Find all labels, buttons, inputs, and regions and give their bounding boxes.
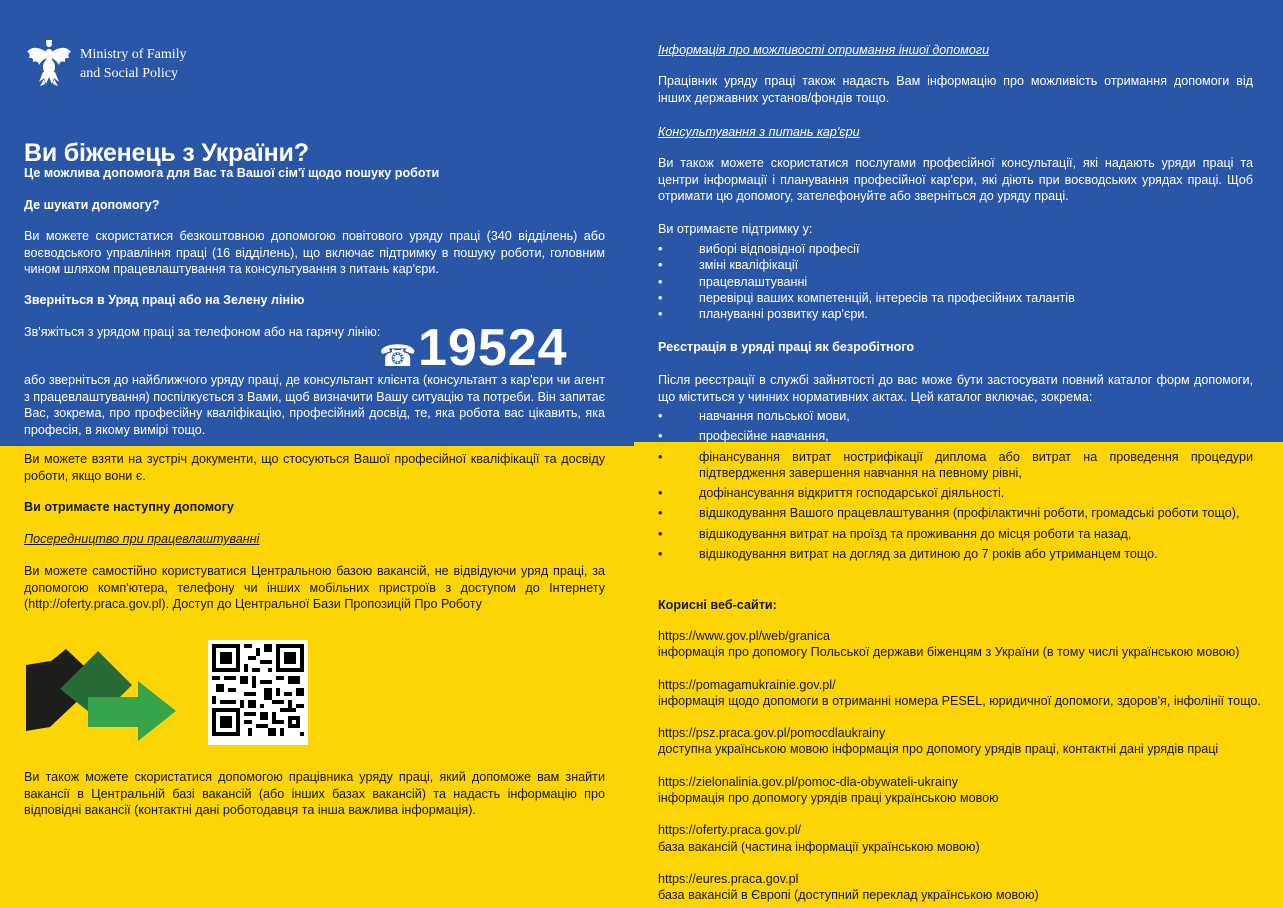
- list-item-text: професійне навчання,: [699, 429, 829, 444]
- list-item: [658, 449, 1253, 482]
- list-item: [658, 485, 1253, 501]
- phone-icon: ☎: [379, 340, 417, 373]
- bullet: •: [658, 274, 663, 289]
- website-link[interactable]: https://psz.praca.gov.pl/pomocdlaukrainy: [658, 726, 886, 741]
- bullet: •: [658, 258, 663, 273]
- other-help-heading[interactable]: Інформація про можливості отримання іншої допомоги: [658, 43, 990, 57]
- ministry-logo: [25, 38, 73, 93]
- bullet: •: [658, 307, 663, 322]
- list-item-text: фінансування витрат нострифікації диплома або витрат на проведення процедури підтвердження завершення навчання на певному рівні,: [699, 449, 1253, 480]
- list-item: [658, 526, 1253, 542]
- list-item-text: відшкодування витрат на проїзд та проживання до місця роботи та назад,: [699, 526, 1132, 541]
- list-item-text: виборі відповідної професії: [699, 242, 860, 256]
- arrows-logo: [26, 645, 178, 748]
- where-text: Ви можете скористатися безкоштовною допомогою повітового уряду праці (340 відділень) або воєводського управління праці (16 відділень), що включає підтримку в пошуку роботи, головним чином шляхом працевлаштування та консультування з питань кар'єри.: [24, 229, 605, 276]
- website-link[interactable]: https://oferty.praca.gov.pl/: [658, 823, 802, 838]
- mediation-heading[interactable]: Посередництво при працевлаштуванні: [24, 532, 260, 546]
- websites-heading: Корисні веб-сайти:: [658, 598, 777, 612]
- contact-heading: Зверніться в Уряд праці або на Зелену лінію: [24, 293, 305, 307]
- website-entry: [658, 774, 1268, 807]
- hotline-number[interactable]: 19524: [418, 319, 568, 377]
- ministry-line-1: Ministry of Family: [80, 47, 187, 62]
- bullet: •: [658, 547, 663, 562]
- documents-text: Ви можете взяти на зустріч документи, що стосуються Вашої професійної кваліфікації та досвіду роботи, якщо вони є.: [24, 452, 605, 483]
- bullet: •: [658, 409, 663, 423]
- website-entry: [658, 871, 1268, 904]
- website-entry: [658, 628, 1268, 661]
- list-item: [658, 546, 1253, 562]
- list-item-text: перевірці ваших компетенцій, інтересів та професійних талантів: [699, 290, 1075, 305]
- website-description: база вакансій (частина інформації українською мовою): [658, 839, 980, 854]
- bullet: •: [658, 290, 663, 305]
- website-description: інформація про допомогу Польської держави біженцям з України (в тому числі українською мовою): [658, 645, 1240, 660]
- registration-heading: Реєстрація в уряді праці як безробітного: [658, 340, 915, 354]
- list-item: [658, 505, 1253, 521]
- bullet: •: [658, 429, 663, 444]
- ministry-line-2: and Social Policy: [80, 66, 178, 81]
- website-entry: [658, 677, 1268, 710]
- office-text: або зверніться до найближчого уряду праці, де консультант клієнта (консультант з кар'єри чи агент з працевлаштування) поспілкується з Вами, щоб визначити Вашу ситуацію та потреби. Він запитає Вас, зокрема, про професійну кваліфікацію, професійний досвід, те, яка робота вас цікавить, яка професія, в якому вимірі тощо.: [24, 373, 605, 437]
- contact-text: Зв'яжіться з урядом праці за телефоном або на гарячу лінію:: [24, 325, 381, 339]
- page-subtitle: Це можлива допомога для Вас та Вашої сім'ї щодо пошуку роботи: [24, 166, 440, 180]
- list-item-text: плануванні розвитку кар'єри.: [699, 307, 868, 322]
- worker-text: Ви також можете скористатися допомогою працівника уряду праці, який допоможе вам знайти вакансії в Центральній базі вакансій (або інших базах вакансій) та надасть інформацію про відповідні вакансії (контактні дані роботодавця та інша важлива інформація).: [24, 770, 605, 817]
- catalog-list: [658, 408, 1253, 562]
- website-entry: [658, 822, 1268, 855]
- polish-eagle-icon: [25, 38, 73, 88]
- mediation-text: Ви можете самостійно користуватися Центральною базою вакансій, не відвідуючи уряд праці, за допомогою комп'ютера, телефону чи інших мобільних пристроїв з доступом до Інтернету (http://oferty.praca.gov.pl). Доступ до Центральної Бази Пропозицій Про Роботу: [24, 564, 605, 611]
- websites-list: [658, 628, 1268, 904]
- registration-text: Після реєстрації в службі зайнятості до вас може бути застосувати повний каталог форм допомоги, що міститься у чинних нормативних актах. Цей каталог включає, зокрема:: [658, 373, 1253, 404]
- website-description: доступна українською мовою інформація про допомогу урядів праці, контактні дані урядів праці: [658, 742, 1219, 757]
- where-heading: Де шукати допомогу?: [24, 198, 160, 212]
- list-item: [658, 306, 1253, 322]
- ministry-name: [80, 45, 187, 83]
- receive-heading: Ви отримаєте наступну допомогу: [24, 500, 234, 514]
- list-item: [658, 274, 1253, 290]
- other-help-text: Працівник уряду праці також надасть Вам інформацію про можливість отримання допомоги від інших державних установ/фондів тощо.: [658, 74, 1253, 105]
- list-item-text: відшкодування витрат на догляд за дитиною до 7 років або утриманцем тощо.: [699, 547, 1158, 562]
- list-item-text: зміні кваліфікації: [699, 258, 799, 273]
- list-item-text: навчання польської мови,: [699, 409, 850, 423]
- list-item-text: дофінансування відкриття господарської діяльності.: [699, 486, 1005, 501]
- website-description: інформація про допомогу урядів праці українською мовою: [658, 791, 999, 806]
- list-item-text: відшкодування Вашого працевлаштування (профілактичні роботи, громадські роботи тощо),: [699, 506, 1240, 521]
- bullet: •: [658, 486, 663, 501]
- list-item: [658, 408, 1253, 424]
- bullet: •: [658, 526, 663, 541]
- green-arrows-logo: [26, 645, 178, 743]
- list-item-text: працевлаштуванні: [699, 274, 808, 289]
- career-text: Ви також можете скористатися послугами професійної консультації, які надають уряди праці та центри інформації і планування професійної кар'єри, які діють при воєводських урядах праці. Щоб отримати цю допомогу, зателефонуйте або зверніться до уряду праці.: [658, 156, 1253, 203]
- website-description: база вакансій в Європі (доступний переклад українською мовою): [658, 888, 1039, 903]
- website-link[interactable]: https://eures.praca.gov.pl: [658, 871, 799, 886]
- career-heading[interactable]: Консультування з питань кар'єри: [658, 125, 860, 139]
- bullet: •: [658, 506, 663, 521]
- support-list: [658, 241, 1253, 322]
- website-link[interactable]: https://zielonalinia.gov.pl/pomoc-dla-obywateli-ukrainy: [658, 774, 959, 789]
- list-item: [658, 257, 1253, 273]
- list-item: [658, 428, 1253, 444]
- website-link[interactable]: https://www.gov.pl/web/granica: [658, 629, 830, 643]
- support-intro: Ви отримаєте підтримку у:: [658, 222, 813, 236]
- qr-code-image: [212, 644, 304, 736]
- website-link[interactable]: https://pomagamukrainie.gov.pl/: [658, 677, 836, 692]
- page-title: Ви біженець з України?: [24, 139, 309, 167]
- bullet: •: [658, 449, 663, 464]
- bullet: •: [658, 242, 663, 256]
- qr-code[interactable]: [208, 640, 308, 745]
- list-item: [658, 241, 1253, 257]
- website-entry: [658, 725, 1268, 758]
- list-item: [658, 290, 1253, 306]
- website-description: інформація щодо допомоги в отриманні номера PESEL, юридичної допомоги, здоров'я, інфолінії тощо.: [658, 693, 1261, 708]
